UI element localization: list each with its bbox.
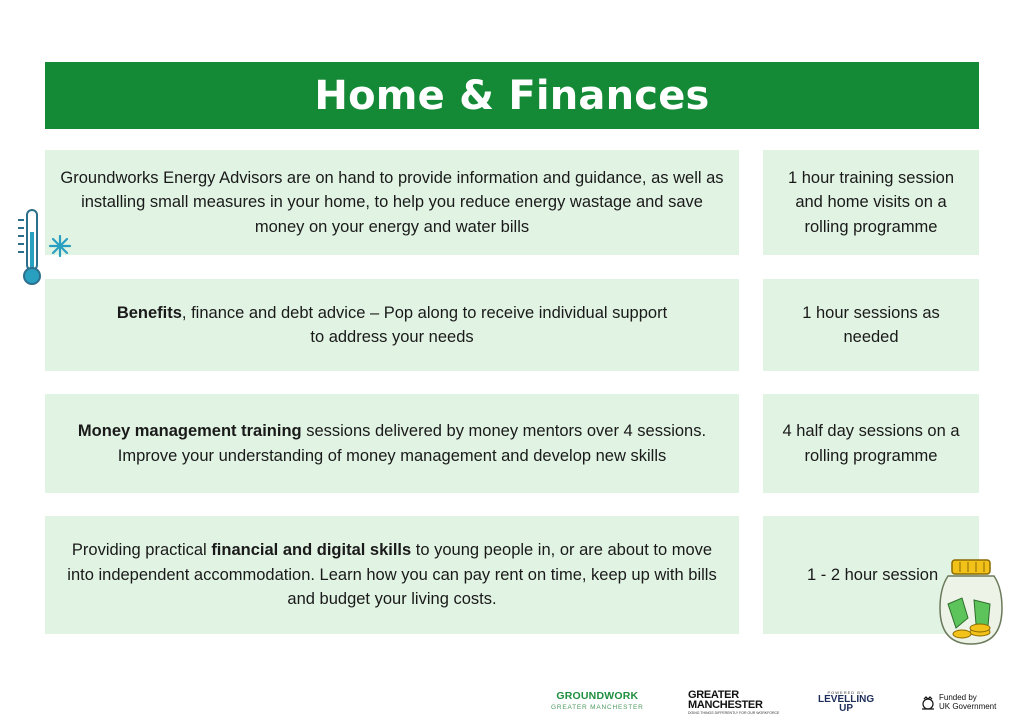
uk-government-logo: [920, 694, 996, 711]
money-management-duration: [763, 394, 979, 493]
gm-logo-line2: MANCHESTER: [688, 699, 763, 711]
skills-pre: Providing practical: [71, 541, 212, 560]
skills-text: [59, 538, 725, 612]
gm-logo-tagline: DOING THINGS DIFFERENTLY FOR OUR WORKFORCE: [688, 711, 780, 715]
benefits-bold: Benefits: [116, 303, 182, 322]
uk-gov-line2: UK Government: [939, 701, 997, 711]
money-management-rest: sessions delivered by money mentors over 4 sessions. Improve your understanding of money management and develop new skills: [117, 422, 707, 465]
energy-advice-duration-text: 1 hour training session and home visits on a rolling programme: [787, 168, 954, 236]
uk-gov-line1: Funded by: [939, 693, 977, 702]
levelling-up-logo: [818, 690, 874, 713]
benefits-duration-text: 1 hour sessions as needed: [802, 303, 940, 346]
groundwork-logo: [551, 690, 644, 711]
groundwork-logo-line1: GROUNDWORK: [556, 690, 639, 702]
lu-logo-line1: LEVELLING: [818, 694, 875, 705]
skills-rest: to young people in, or are about to move into independent accommodation. Learn how you can pay rent on time, keep up with bills and budget your living costs.: [67, 541, 717, 609]
energy-advice-text: Groundworks Energy Advisors are on hand to provide information and guidance, as well as installing small measures in your home, to help you reduce energy wastage and save money on your energy and water bills: [60, 168, 724, 236]
footer-logos: [0, 684, 1024, 720]
skills-description: [45, 516, 739, 634]
money-jar-icon: [934, 558, 1008, 648]
benefits-advice-duration: [763, 279, 979, 371]
lu-logo-line2: UP: [839, 703, 854, 714]
benefits-rest: , finance and debt advice – Pop along to receive individual support to address your needs: [181, 303, 668, 346]
gm-logo-line1: GREATER: [688, 689, 739, 701]
money-management-bold: Money management training: [77, 422, 302, 440]
energy-advice-duration: [763, 150, 979, 255]
thermometer-snowflake-icon: [12, 206, 72, 290]
skills-duration-text: 1 - 2 hour session: [807, 565, 939, 584]
energy-advice-description: [45, 150, 739, 255]
money-management-description: [45, 394, 739, 493]
greater-manchester-logo: [688, 690, 779, 716]
benefits-advice-description: [45, 279, 739, 371]
skills-bold: financial and digital skills: [211, 541, 412, 560]
title-banner: [45, 62, 979, 129]
royal-crest-icon: [920, 695, 936, 711]
money-management-duration-text: 4 half day sessions on a rolling programme: [782, 422, 960, 465]
page-title: Home & Finances: [314, 72, 710, 119]
groundwork-logo-line2: GREATER MANCHESTER: [551, 704, 644, 711]
money-management-text: [59, 419, 725, 468]
lu-logo-line0: POWERED BY: [827, 690, 865, 695]
benefits-advice-text: [112, 301, 672, 350]
